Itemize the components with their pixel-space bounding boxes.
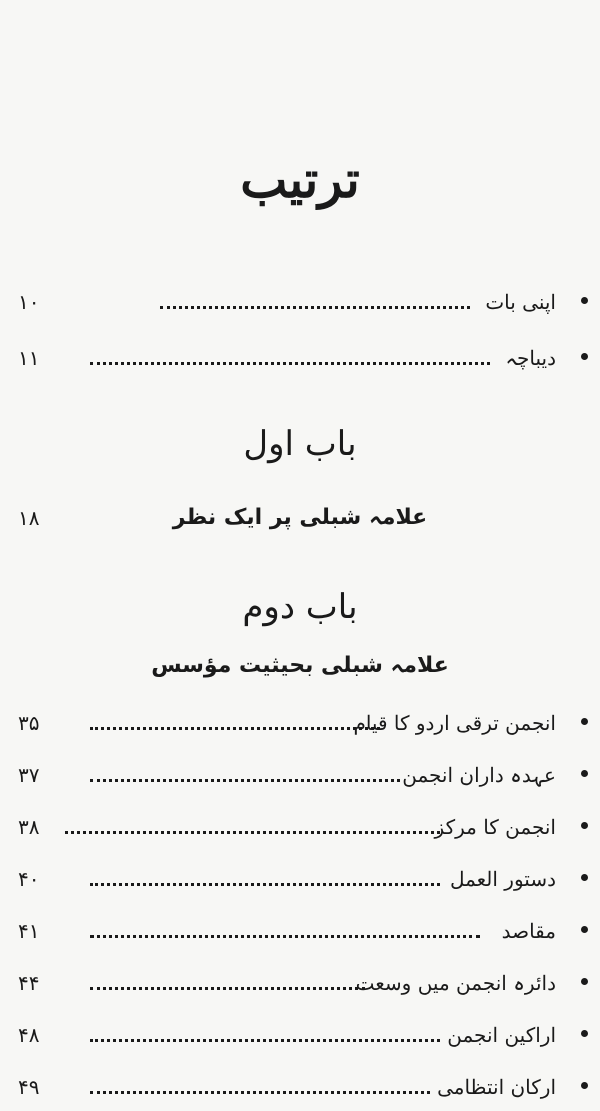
bullet-icon: [581, 822, 588, 829]
toc-page-number: ۳۵: [18, 711, 40, 735]
toc-page-number: ۱۱: [18, 346, 40, 370]
chapter-1-subtitle: علامہ شبلی پر ایک نظر: [172, 505, 428, 530]
toc-page-number: ۱۸: [18, 506, 40, 530]
bullet-icon: [581, 1030, 588, 1037]
toc-row[interactable]: [0, 757, 600, 793]
toc-page-number: ۳۷: [18, 763, 40, 787]
chapter-2-heading: باب دوم: [242, 587, 358, 627]
toc-row[interactable]: [0, 913, 600, 949]
dot-leader: [90, 1039, 440, 1042]
toc-entry-label: عہدہ داران انجمن: [402, 763, 556, 787]
toc-row-chapter-1[interactable]: [0, 500, 600, 536]
bullet-icon: [581, 297, 588, 304]
bullet-icon: [581, 718, 588, 725]
toc-entry-label: اراکین انجمن: [447, 1023, 556, 1047]
toc-row[interactable]: [0, 1017, 600, 1053]
toc-entry-label: دائرہ انجمن میں وسعت: [355, 971, 556, 995]
toc-page-number: ۴۸: [18, 1023, 40, 1047]
toc-row-intro-1[interactable]: [0, 284, 600, 320]
bullet-icon: [581, 353, 588, 360]
bullet-icon: [581, 978, 588, 985]
toc-row[interactable]: [0, 705, 600, 741]
dot-leader: [90, 727, 380, 730]
toc-row[interactable]: [0, 861, 600, 897]
dot-leader: [160, 306, 470, 309]
dot-leader: [90, 1091, 430, 1094]
toc-entry-label: ارکان انتظامی: [437, 1075, 556, 1099]
toc-page-number: ۱۰: [18, 290, 40, 314]
toc-entry-label: اپنی بات: [485, 290, 556, 314]
toc-entry-label: انجمن ترقی اردو کا قیام: [353, 711, 556, 735]
toc-entry-label: مقاصد: [501, 919, 556, 943]
chapter-1-heading: باب اول: [243, 424, 357, 464]
toc-page-number: ۳۸: [18, 815, 40, 839]
chapter-2-subtitle: علامہ شبلی بحیثیت مؤسس: [151, 653, 449, 678]
toc-page-number: ۴۱: [18, 919, 40, 943]
bullet-icon: [581, 770, 588, 777]
toc-page-number: ۴۴: [18, 971, 40, 995]
dot-leader: [90, 362, 490, 365]
toc-page-number: ۴۹: [18, 1075, 40, 1099]
toc-entry-label: انجمن کا مرکز: [434, 815, 556, 839]
toc-row[interactable]: [0, 809, 600, 845]
bullet-icon: [581, 874, 588, 881]
toc-row[interactable]: [0, 1069, 600, 1105]
dot-leader: [90, 779, 400, 782]
toc-row-intro-2[interactable]: [0, 340, 600, 376]
page-title: ترتیب: [240, 150, 360, 209]
bullet-icon: [581, 1082, 588, 1089]
dot-leader: [65, 831, 440, 834]
toc-row[interactable]: [0, 965, 600, 1001]
toc-entry-label: دستور العمل: [449, 867, 556, 891]
toc-page-number: ۴۰: [18, 867, 40, 891]
dot-leader: [90, 987, 365, 990]
dot-leader: [90, 883, 440, 886]
toc-entry-label: دیباچہ: [505, 346, 556, 370]
dot-leader: [90, 935, 480, 938]
bullet-icon: [581, 926, 588, 933]
